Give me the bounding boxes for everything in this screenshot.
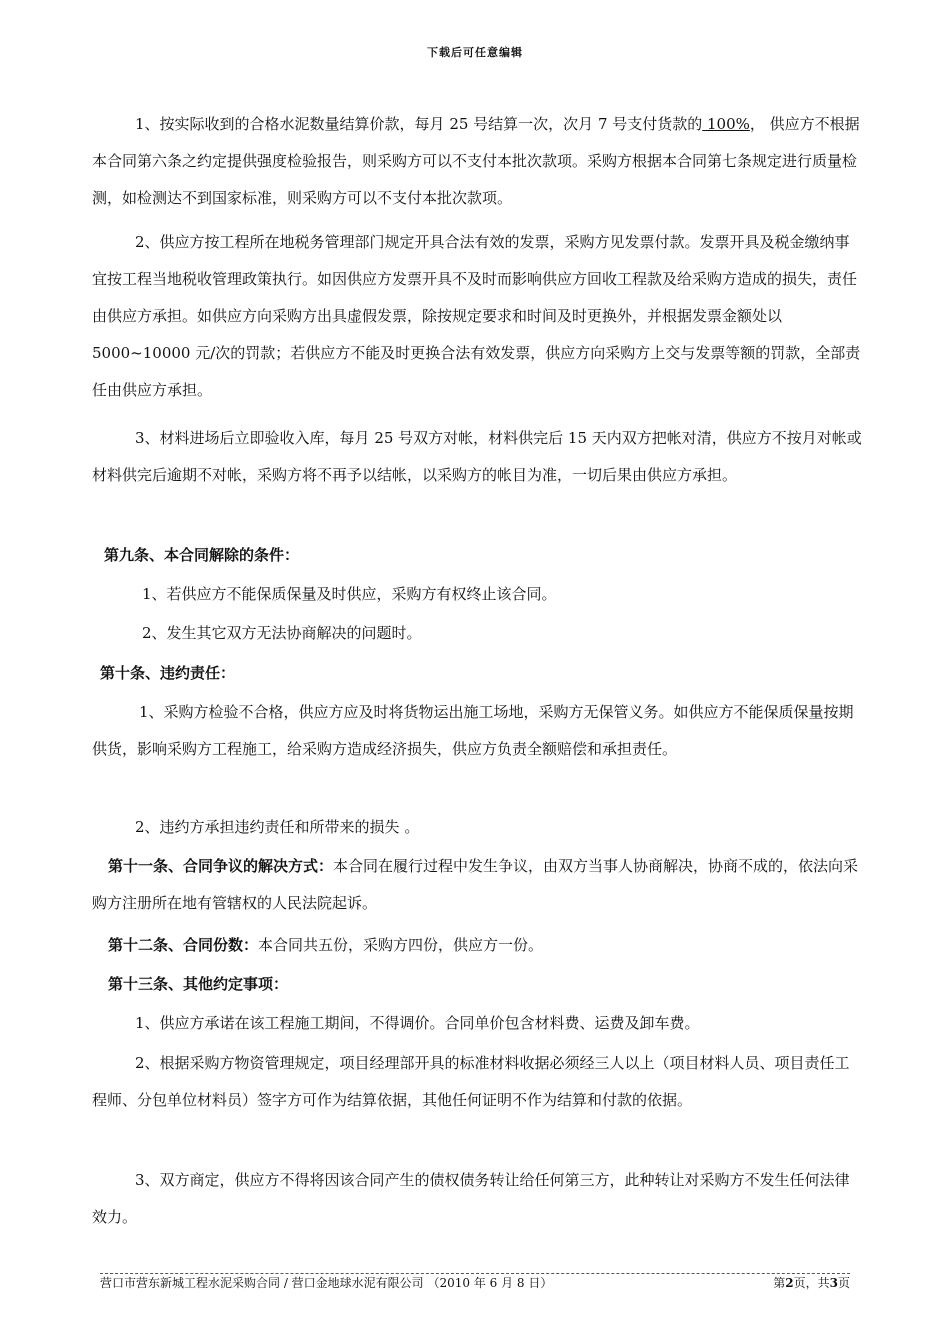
footer-page-number: 第2页，共3页 — [773, 1276, 850, 1290]
clause13-item-2: 2、根据采购方物资管理规定，项目经理部开具的标准材料收据必须经三人以上（项目材料人员、项目责任工程师、分包单位材料员）签字方可作为结算依据，其他任何证明不作为结算和付款的依据。 — [92, 1054, 850, 1109]
clause8-p1-text-a: 1、按实际收到的合格水泥数量结算价款，每月 25 号结算一次，次月 7 号支付货款的 — [135, 115, 703, 133]
clause13-item-1: 1、供应方承诺在该工程施工期间，不得调价。合同单价包含材料费、运费及卸车费。 — [135, 1014, 700, 1032]
clause9-item-2: 2、发生其它双方无法协商解决的问题时。 — [142, 624, 422, 642]
clause12-text: 本合同共五份，采购方四份，供应方一份。 — [258, 936, 544, 954]
footer-divider — [100, 1273, 850, 1274]
current-page-number: 2 — [785, 1276, 794, 1290]
clause8-paragraph-3: 3、材料进场后立即验收入库，每月 25 号双方对帐，材料供完后 15 天内双方把帐对清，供应方不按月对帐或材料供完后逾期不对帐，采购方将不再予以结帐，以采购方的帐目为准，一切后果由供应方承担。 — [92, 429, 862, 484]
clause12-paragraph — [92, 927, 864, 964]
clause9-heading: 第九条、本合同解除的条件： — [104, 546, 300, 564]
clause11-paragraph — [92, 848, 864, 922]
clause12-heading: 第十二条、合同份数： — [108, 936, 259, 954]
clause8-paragraph-1 — [92, 106, 864, 217]
clause10-item-2: 2、违约方承担违约责任和所带来的损失 。 — [135, 818, 420, 836]
clause8-paragraph-2: 2、供应方按工程所在地税务管理部门规定开具合法有效的发票，采购方见发票付款。发票开具及税金缴纳事宜按工程当地税收管理政策执行。如因供应方发票开具不及时而影响供应方回收工程款及给采购方造成的损失，责任由供应方承担。如供应方向采购方出具虚假发票，除按规定要求和时间及时更换外，并根据发票金额处以 5000~10000 元/次的罚款；若供应方不能及时更换合法有效发票，供应方向采购方上交与发票等额的罚款，全部责任由供应方承担。 — [92, 233, 861, 399]
clause9-item-1: 1、若供应方不能保质保量及时供应，采购方有权终止该合同。 — [142, 585, 557, 603]
download-note-header: 下载后可任意编辑 — [427, 46, 523, 59]
clause13-item-3: 3、双方商定，供应方不得将因该合同产生的债权债务转让给任何第三方，此种转让对采购方不发生任何法律效力。 — [92, 1171, 850, 1226]
footer-contract-title: 营口市营东新城工程水泥采购合同 / 营口金地球水泥有限公司 （2010 年 6 月 8 日） — [100, 1276, 553, 1290]
clause8-p1-percentage: 100% — [702, 115, 750, 133]
total-page-number: 3 — [829, 1276, 838, 1290]
clause11-heading: 第十一条、合同争议的解决方式： — [108, 857, 334, 875]
clause13-heading: 第十三条、其他约定事项： — [108, 975, 289, 993]
clause10-heading: 第十条、违约责任： — [100, 664, 236, 682]
clause11-text: 本合同在履行过程中发生争议，由双方当事人协商解决，协商不成的，依法向采购方注册所在地有管辖权的人民法院起诉。 — [92, 857, 859, 912]
clause10-item-1: 1、采购方检验不合格，供应方应及时将货物运出施工场地，采购方无保管义务。如供应方不能保质保量按期供货，影响采购方工程施工，给采购方造成经济损失，供应方负责全额赔偿和承担责任。 — [92, 703, 854, 758]
clause8-p1-text-b: ， 供应方不根据本合同第六条之约定提供强度检验报告，则采购方可以不支付本批次款项。采购方根据本合同第七条规定进行质量检测，如检测达不到国家标准，则采购方可以不支付本批次款项。 — [92, 115, 860, 207]
